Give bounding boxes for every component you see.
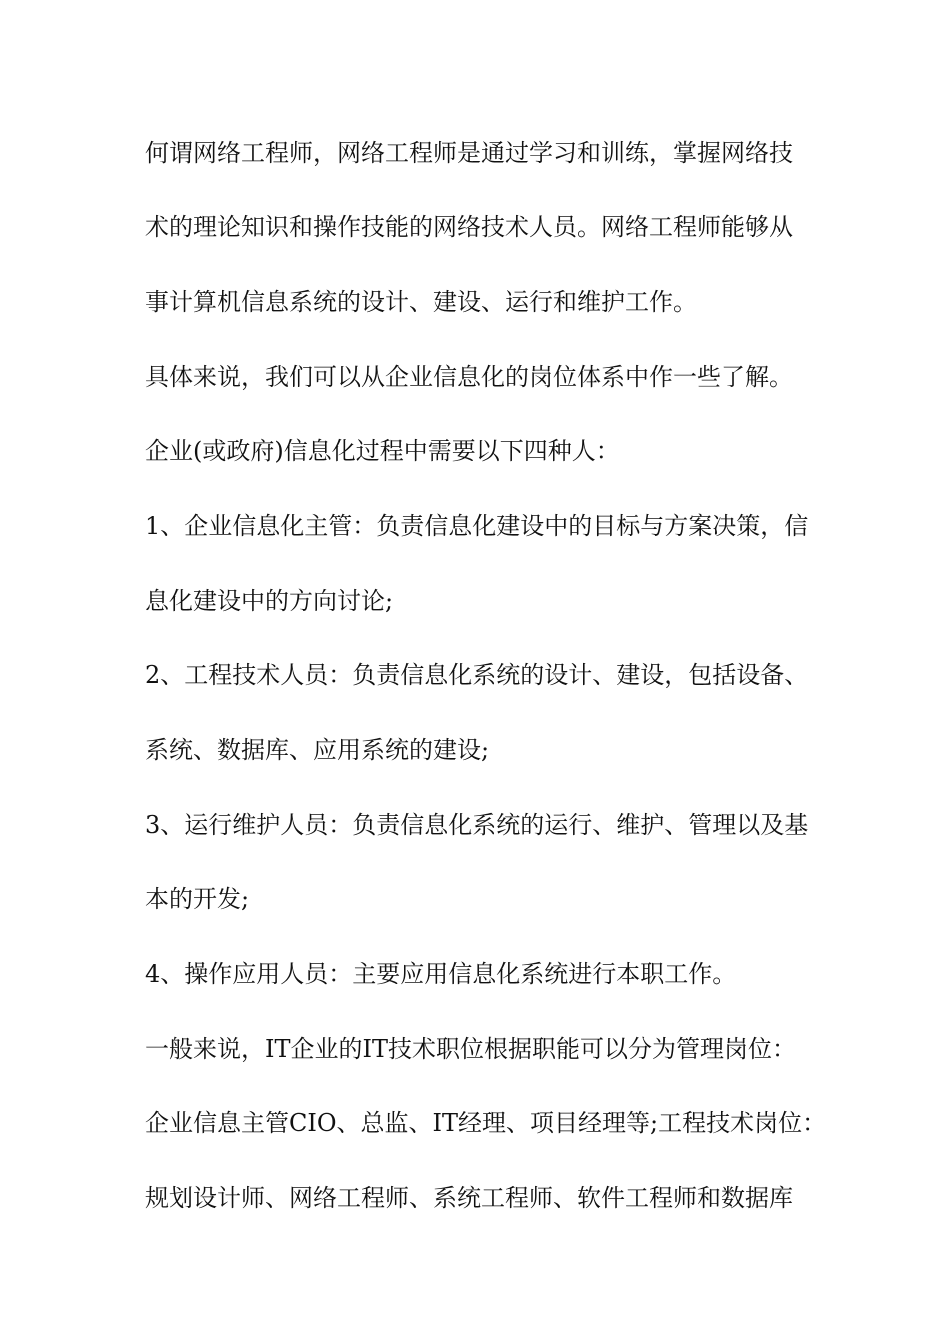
text-line-15: 规划设计师、网络工程师、系统工程师、软件工程师和数据库 [145,1184,793,1212]
text-line-6: 1、企业信息化主管：负责信息化建设中的目标与方案决策，信 [145,512,809,540]
text-line-3: 事计算机信息系统的设计、建设、运行和维护工作。 [145,288,697,316]
text-line-10: 3、运行维护人员：负责信息化系统的运行、维护、管理以及基 [145,811,809,839]
text-line-12: 4、操作应用人员：主要应用信息化系统进行本职工作。 [145,960,737,988]
text-line-4: 具体来说，我们可以从企业信息化的岗位体系中作一些了解。 [145,363,793,391]
text-line-9: 系统、数据库、应用系统的建设; [145,736,490,764]
text-line-14: 企业信息主管CIO、总监、IT经理、项目经理等;工程技术岗位： [145,1109,827,1137]
text-line-11: 本的开发; [145,885,250,913]
text-line-7: 息化建设中的方向讨论; [145,587,394,615]
text-line-1: 何谓网络工程师，网络工程师是通过学习和训练，掌握网络技 [145,139,793,167]
text-line-5: 企业(或政府)信息化过程中需要以下四种人： [145,437,620,465]
text-line-2: 术的理论知识和操作技能的网络技术人员。网络工程师能够从 [145,213,793,241]
text-line-13: 一般来说，IT企业的IT技术职位根据职能可以分为管理岗位： [145,1035,796,1063]
text-line-8: 2、工程技术人员：负责信息化系统的设计、建设，包括设备、 [145,661,809,689]
